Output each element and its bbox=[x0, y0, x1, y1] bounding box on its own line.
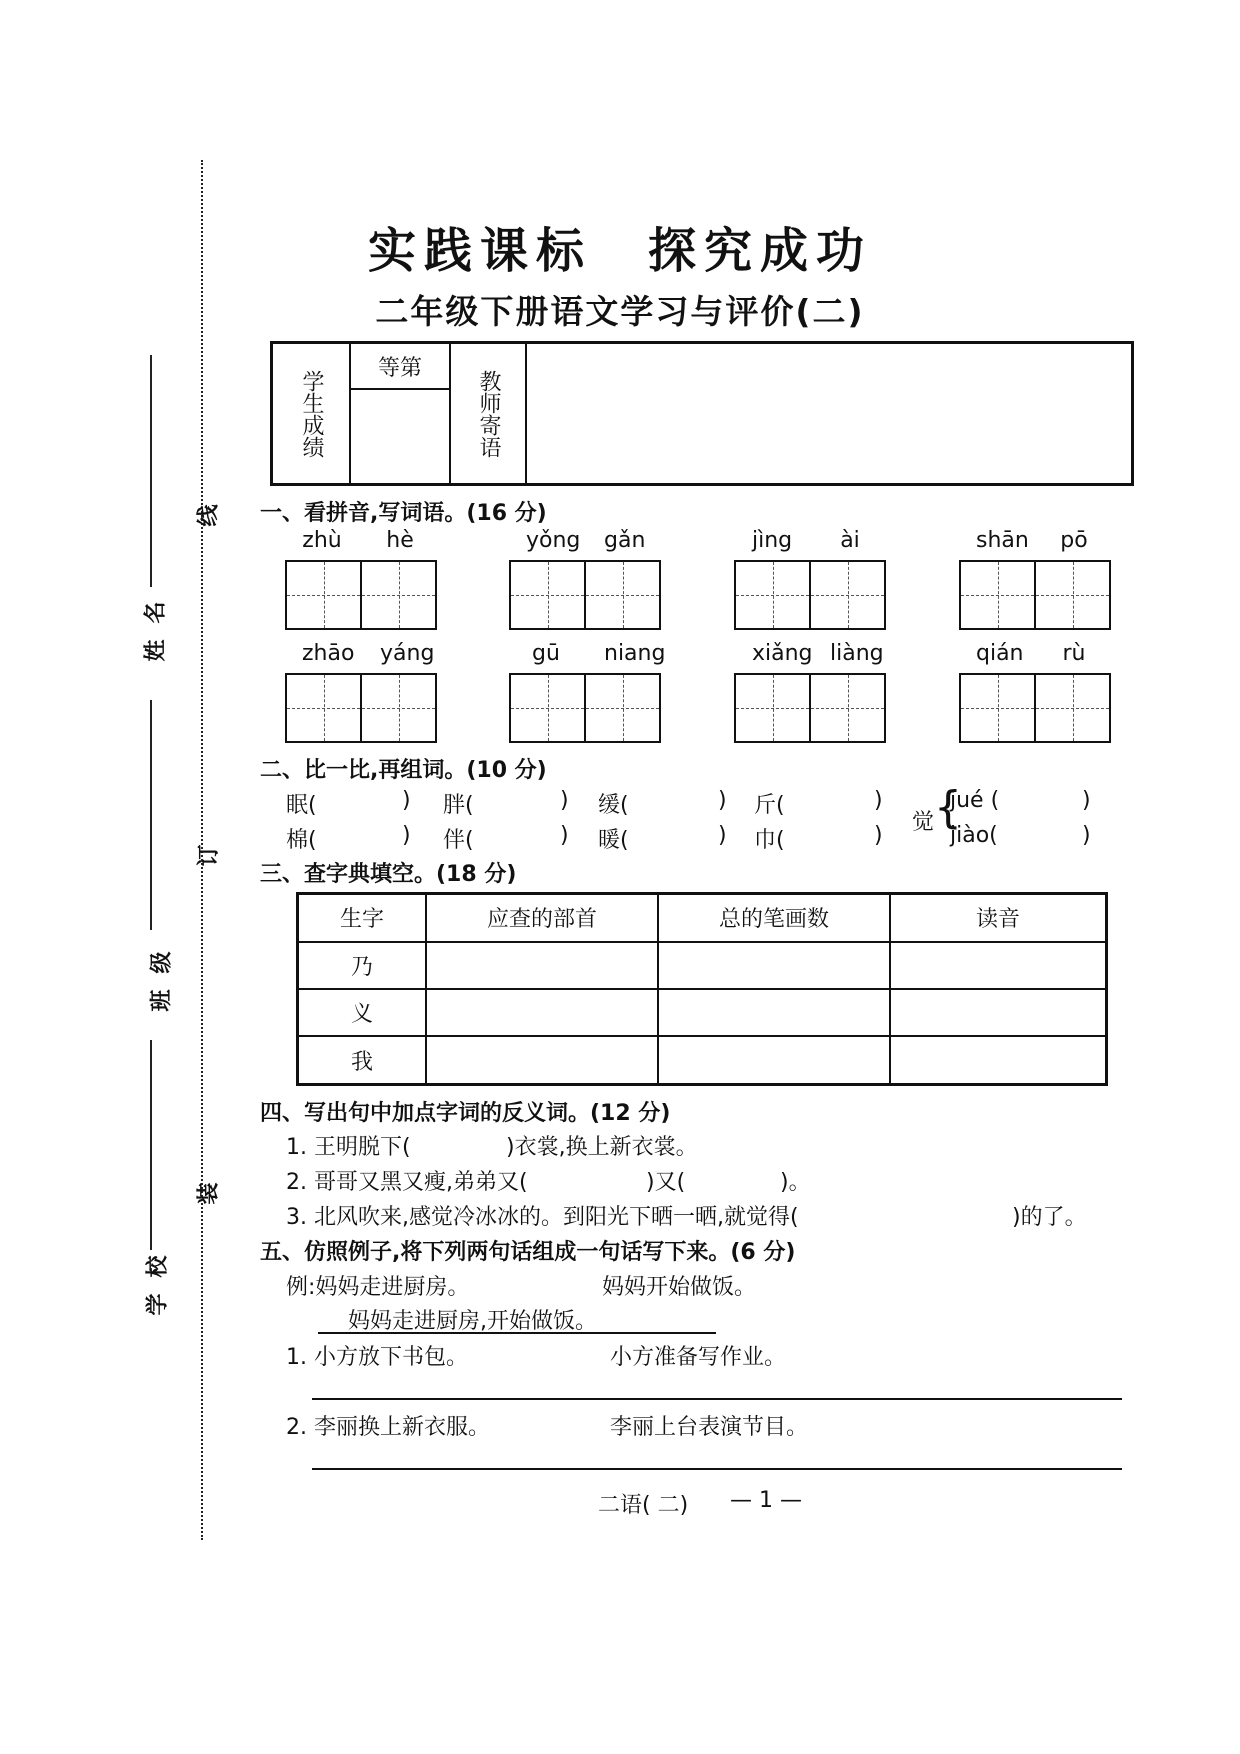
pinyin: xiǎng bbox=[752, 641, 813, 666]
teacher-comment-label-cell bbox=[450, 343, 526, 485]
page-number: — 1 — bbox=[730, 1488, 802, 1513]
writing-grid-xiangliang[interactable] bbox=[734, 673, 886, 743]
school-field-label: 学校 bbox=[145, 1239, 171, 1316]
writing-grid-shanpo[interactable] bbox=[959, 560, 1111, 630]
compare-char: 棉( bbox=[286, 828, 317, 853]
table-row bbox=[298, 989, 1107, 1036]
section5-heading: 五、仿照例子,将下列两句话组成一句话写下来。(6 分) bbox=[260, 1240, 796, 1265]
pinyin: pō bbox=[1060, 528, 1088, 553]
grade-label: 等第 bbox=[350, 343, 450, 390]
pinyin: shān bbox=[976, 528, 1029, 553]
antonym-q2-a: 2. 哥哥又黑又瘦,弟弟又( bbox=[286, 1170, 528, 1195]
table-row bbox=[298, 942, 1107, 989]
dict-char: 义 bbox=[298, 989, 427, 1036]
student-score-label: 学生成绩 bbox=[299, 369, 324, 458]
compare-char: 胖( bbox=[443, 793, 474, 818]
compare-char: 巾( bbox=[754, 828, 785, 853]
stroke-count-field[interactable] bbox=[658, 942, 890, 989]
antonym-q2-c: )。 bbox=[780, 1170, 811, 1195]
pinyin: zhāo bbox=[302, 641, 355, 666]
antonym-q3-b: )的了。 bbox=[1012, 1205, 1087, 1230]
pinyin: niang bbox=[604, 641, 666, 666]
writing-grid-zhuhe[interactable] bbox=[285, 560, 437, 630]
pinyin: gǎn bbox=[604, 528, 646, 553]
combine-q1-a: 1. 小方放下书包。 bbox=[286, 1345, 468, 1370]
class-field-line[interactable] bbox=[150, 700, 152, 930]
score-table bbox=[270, 341, 1134, 486]
writing-grid-jingai[interactable] bbox=[734, 560, 886, 630]
polyphone-close: ) bbox=[1082, 788, 1091, 813]
compare-close: ) bbox=[874, 823, 883, 848]
polyphone-reading: jué ( bbox=[950, 788, 1000, 813]
pinyin: jìng bbox=[752, 528, 793, 553]
pinyin: rù bbox=[1062, 641, 1086, 666]
polyphone-char: 觉 bbox=[912, 810, 935, 835]
brace-icon: { bbox=[934, 782, 962, 833]
pronunciation-field[interactable] bbox=[890, 989, 1107, 1036]
pinyin: liàng bbox=[830, 641, 884, 666]
radical-field[interactable] bbox=[426, 989, 658, 1036]
pinyin: zhù bbox=[302, 528, 342, 553]
antonym-q1-a: 1. 王明脱下( bbox=[286, 1135, 411, 1160]
student-score-label-cell bbox=[272, 343, 351, 485]
compare-close: ) bbox=[874, 788, 883, 813]
binding-mark-xian: 线 bbox=[196, 504, 222, 527]
example-sentence-a: 例:妈妈走进厨房。 bbox=[286, 1275, 470, 1300]
stroke-count-field[interactable] bbox=[658, 989, 890, 1036]
class-field-label: 班级 bbox=[149, 935, 175, 1012]
pronunciation-field[interactable] bbox=[890, 1036, 1107, 1084]
dictionary-table bbox=[296, 892, 1108, 1086]
compare-close: ) bbox=[718, 823, 727, 848]
dict-header: 生字 bbox=[298, 894, 427, 942]
antonym-q3-a: 3. 北风吹来,感觉冷冰冰的。到阳光下晒一晒,就觉得( bbox=[286, 1205, 799, 1230]
example-sentence-b: 妈妈开始做饭。 bbox=[602, 1275, 757, 1300]
writing-grid-yonggan[interactable] bbox=[509, 560, 661, 630]
pinyin: ài bbox=[840, 528, 860, 553]
combine-q2-answer-line[interactable] bbox=[312, 1468, 1122, 1470]
combine-q2-a: 2. 李丽换上新衣服。 bbox=[286, 1415, 490, 1440]
section1-heading: 一、看拼音,写词语。(16 分) bbox=[260, 501, 547, 526]
polyphone-close: ) bbox=[1082, 823, 1091, 848]
stroke-count-field[interactable] bbox=[658, 1036, 890, 1084]
dict-char: 乃 bbox=[298, 942, 427, 989]
pinyin: gū bbox=[532, 641, 560, 666]
name-field-label: 姓名 bbox=[143, 585, 169, 662]
section3-heading: 三、查字典填空。(18 分) bbox=[260, 862, 517, 887]
radical-field[interactable] bbox=[426, 942, 658, 989]
dict-header: 读音 bbox=[890, 894, 1107, 942]
binding-mark-ding: 订 bbox=[196, 844, 222, 867]
combine-q1-answer-line[interactable] bbox=[312, 1398, 1122, 1400]
radical-field[interactable] bbox=[426, 1036, 658, 1084]
school-field-line[interactable] bbox=[150, 1040, 152, 1250]
combine-q1-b: 小方准备写作业。 bbox=[610, 1345, 787, 1370]
table-row bbox=[298, 1036, 1107, 1084]
footer-code: 二语( 二) bbox=[598, 1493, 689, 1518]
compare-char: 眠( bbox=[286, 793, 317, 818]
compare-close: ) bbox=[402, 788, 411, 813]
pinyin: yáng bbox=[380, 641, 435, 666]
compare-char: 伴( bbox=[443, 828, 474, 853]
pinyin: qián bbox=[976, 641, 1024, 666]
polyphone-reading: jiào( bbox=[950, 823, 998, 848]
teacher-comment-label: 教师寄语 bbox=[476, 369, 501, 458]
pronunciation-field[interactable] bbox=[890, 942, 1107, 989]
combine-q2-b: 李丽上台表演节目。 bbox=[610, 1415, 809, 1440]
dict-header: 应查的部首 bbox=[426, 894, 658, 942]
page-subtitle: 二年级下册语文学习与评价(二) bbox=[375, 292, 865, 331]
example-answer: 妈妈走进厨房,开始做饭。 bbox=[348, 1309, 597, 1334]
binding-mark-zhuang: 装 bbox=[196, 1182, 222, 1205]
pinyin: hè bbox=[386, 528, 414, 553]
dict-header: 总的笔画数 bbox=[658, 894, 890, 942]
compare-close: ) bbox=[718, 788, 727, 813]
dict-char: 我 bbox=[298, 1036, 427, 1084]
section4-heading: 四、写出句中加点字词的反义词。(12 分) bbox=[260, 1101, 671, 1126]
teacher-comment-field[interactable] bbox=[526, 343, 1133, 485]
pinyin: yǒng bbox=[526, 528, 581, 553]
compare-close: ) bbox=[560, 823, 569, 848]
antonym-q2-b: )又( bbox=[646, 1170, 686, 1195]
compare-char: 暖( bbox=[598, 828, 629, 853]
name-field-line[interactable] bbox=[150, 355, 152, 587]
writing-grid-zhaoyang[interactable] bbox=[285, 673, 437, 743]
example-answer-underline bbox=[318, 1332, 716, 1334]
writing-grid-qianru[interactable] bbox=[959, 673, 1111, 743]
grade-field[interactable] bbox=[350, 389, 450, 485]
compare-close: ) bbox=[402, 823, 411, 848]
compare-char: 缓( bbox=[598, 793, 629, 818]
antonym-q1-b: )衣裳,换上新衣裳。 bbox=[506, 1135, 698, 1160]
writing-grid-guniang[interactable] bbox=[509, 673, 661, 743]
page-title: 实践课标 探究成功 bbox=[367, 223, 872, 279]
section2-heading: 二、比一比,再组词。(10 分) bbox=[260, 758, 547, 783]
compare-char: 斤( bbox=[754, 793, 785, 818]
compare-close: ) bbox=[560, 788, 569, 813]
